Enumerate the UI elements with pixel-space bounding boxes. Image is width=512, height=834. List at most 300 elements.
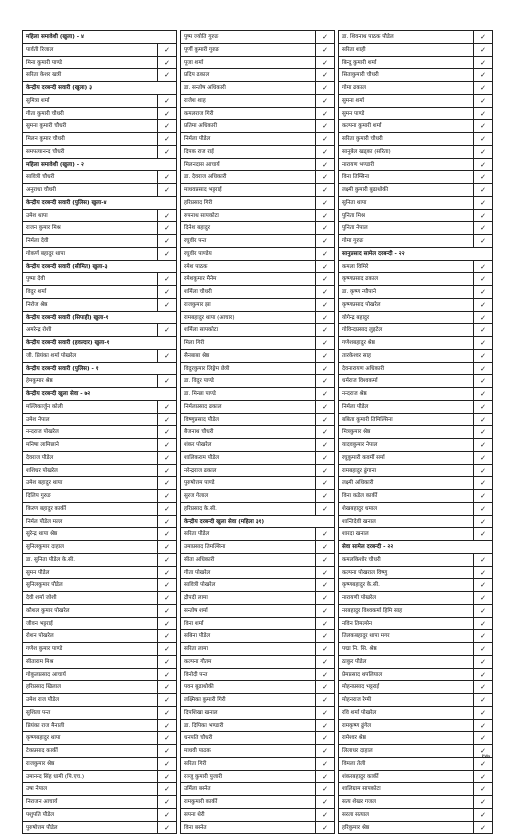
person-name: बबिता कुमारी तिमिल्सिना [339,414,474,426]
check-mark-icon: ✓ [474,401,493,413]
person-name: नन्दराज श्रेष्ठ [339,388,474,400]
person-name: लक्ष्मी अधिकारी [339,477,474,489]
check-mark-icon: ✓ [158,822,177,834]
list-row [339,477,493,490]
person-name: नन्दराज पोखरेल [23,426,158,438]
list-row [181,771,335,784]
person-name: रोशन पोखरेल [23,630,158,642]
list-row [339,120,493,133]
person-name: शर्मिला चौधरी [181,286,316,298]
check-mark-icon: ✓ [474,184,493,196]
person-name: पशुपति पौडेल [23,809,158,821]
list-row [23,605,177,618]
list-row [339,528,493,541]
person-name: जी. प्रियंका शर्मा पोखरेल [23,350,158,362]
check-mark-icon: ✓ [158,758,177,770]
list-row [181,618,335,631]
check-mark-icon: ✓ [474,261,493,273]
person-name: निर्मल पौडेल मल्ल [23,516,158,528]
check-mark-icon: ✓ [316,108,335,120]
check-mark-icon: ✓ [316,120,335,132]
list-row [23,503,177,516]
section-title: महिला समावेशी (खुला) - ४ [23,31,177,43]
person-name: शेखबहादुर धमाल [339,503,474,515]
person-name: सीताराम मिश्र [23,656,158,668]
check-mark-icon: ✓ [474,286,493,298]
check-mark-icon: ✓ [316,618,335,630]
check-mark-icon: ✓ [474,783,493,795]
list-row [181,669,335,682]
list-row [181,783,335,796]
person-name: राजकुमार झा [181,299,316,311]
check-mark-icon: ✓ [474,363,493,375]
check-mark-icon: ✓ [474,669,493,681]
person-name: नरबहादुर विश्वकर्मा हिमि साह [339,605,474,617]
person-name: निर्मला पौडेल [181,133,316,145]
check-mark-icon: ✓ [474,120,493,132]
list-row [23,669,177,682]
check-mark-icon: ✓ [158,235,177,247]
check-mark-icon: ✓ [474,771,493,783]
section-title: केन्द्रीय दरबन्दी सवारी (पुलिस) खुला-४ [23,197,177,209]
check-mark-icon: ✓ [474,69,493,81]
list-row [23,465,177,478]
list-row [23,720,177,733]
check-mark-icon: ✓ [158,401,177,413]
check-mark-icon: ✓ [158,630,177,642]
person-name: रामबहादुर थापा (आचार) [181,312,316,324]
check-mark-icon: ✓ [158,184,177,196]
list-row [181,363,335,376]
person-name: कमला विमिरे [339,261,474,273]
list-row [23,120,177,133]
list-row [339,159,493,172]
list-row [181,477,335,490]
person-name: उमानन्द सिंह धामी (पि.एच.) [23,771,158,783]
check-mark-icon: ✓ [158,477,177,489]
check-mark-icon: ✓ [316,707,335,719]
check-mark-icon: ✓ [316,299,335,311]
list-row [23,401,177,414]
person-name: गोमा गुरुङ [339,235,474,247]
list-row [181,171,335,184]
person-name: हरिप्रसाद गिरी [181,197,316,209]
check-mark-icon: ✓ [158,720,177,732]
person-name: माधवी पाठक [181,745,316,757]
list-row [23,554,177,567]
check-mark-icon: ✓ [316,503,335,515]
list-row [181,681,335,694]
person-name: विदुर शर्मा [23,286,158,298]
person-name: प्रतिमा अधिकारी [181,120,316,132]
person-name: गणेश कुमार पाण्डे [23,643,158,655]
person-name: प्रदिप ढकाल [181,69,316,81]
check-mark-icon: ✓ [316,401,335,413]
person-name: रुपनाथ सापकोटा [181,210,316,222]
list-row [339,822,493,834]
list-row [339,567,493,580]
check-mark-icon: ✓ [316,745,335,757]
person-name: लिलाधर दाहाल [339,745,474,757]
section-title: केन्द्रीय दरबन्दी सवारी (सीमित) खुला-३ [23,261,177,273]
list-row [181,732,335,745]
list-row [339,465,493,478]
person-name: विना बस्नेत [181,822,316,834]
check-mark-icon: ✓ [158,618,177,630]
check-mark-icon: ✓ [158,120,177,132]
section-header-row [23,337,177,350]
person-name: सपना थेरी [181,809,316,821]
check-mark-icon: ✓ [316,592,335,604]
list-row [181,465,335,478]
list-row [339,184,493,197]
person-name: उषा नेपाल [23,783,158,795]
check-mark-icon: ✓ [316,210,335,222]
check-mark-icon: ✓ [474,745,493,757]
check-mark-icon: ✓ [158,248,177,260]
page-number: १४७ [481,752,490,760]
person-name: डा. विदुर पाण्डे [181,375,316,387]
check-mark-icon: ✓ [158,643,177,655]
list-row [23,44,177,57]
check-mark-icon: ✓ [474,210,493,222]
section-header-row [23,388,177,401]
list-row [181,159,335,172]
person-name: जीवन भट्टराई [23,618,158,630]
list-row [339,516,493,529]
check-mark-icon: ✓ [474,324,493,336]
section-title: केन्द्रीय दरबन्दी सवारी (सिपाही) खुला-१ [23,312,177,324]
check-mark-icon: ✓ [316,783,335,795]
check-mark-icon: ✓ [316,681,335,693]
person-name: मित्रकुमार श्रेष्ठ [339,426,474,438]
list-row [339,643,493,656]
person-name: कृष्णबहादुर थापा [23,732,158,744]
list-row [181,261,335,274]
person-name: नरेन्द्रराज ढकाल [181,465,316,477]
list-row [339,618,493,631]
list-row [181,401,335,414]
check-mark-icon: ✓ [316,82,335,94]
check-mark-icon: ✓ [474,273,493,285]
person-name: कल्पना कुमारी शर्मा [339,120,474,132]
list-row [181,286,335,299]
list-row [181,579,335,592]
list-row [181,707,335,720]
check-mark-icon: ✓ [474,146,493,158]
list-row [181,439,335,452]
check-mark-icon: ✓ [316,720,335,732]
check-mark-icon: ✓ [316,286,335,298]
list-row [23,452,177,465]
person-name: सानुबेल खड्का (सरिता) [339,146,474,158]
person-name: सुमना शर्मा [339,95,474,107]
check-mark-icon: ✓ [474,720,493,732]
person-name: देवराज पौडेल [23,452,158,464]
check-mark-icon: ✓ [316,363,335,375]
check-mark-icon: ✓ [158,375,177,387]
check-mark-icon: ✓ [158,681,177,693]
check-mark-icon: ✓ [474,758,493,770]
person-name: सावित्री चौधरी [23,171,158,183]
list-row [181,133,335,146]
check-mark-icon: ✓ [158,567,177,579]
list-row [339,414,493,427]
person-name: सुनिलकुमार पौडेल [23,579,158,591]
check-mark-icon: ✓ [316,822,335,834]
list-row [339,108,493,121]
check-mark-icon: ✓ [158,669,177,681]
check-mark-icon: ✓ [316,388,335,400]
person-name: उमेश बहादुर थापा [23,477,158,489]
list-row [23,477,177,490]
list-row [23,796,177,809]
person-name: बैजनाथ चौधरी [181,426,316,438]
list-row [23,108,177,121]
person-name: सैनबाबा श्रेष्ठ [181,350,316,362]
person-name: गणेशबहादुर श्रेष्ठ [339,337,474,349]
person-name: रामेश्वर श्रेष्ठ [339,732,474,744]
list-row [339,745,493,758]
list-row [23,567,177,580]
check-mark-icon: ✓ [316,414,335,426]
check-mark-icon: ✓ [474,656,493,668]
person-name: मोहनप्रसाद भट्टराई [339,681,474,693]
check-mark-icon: ✓ [158,133,177,145]
person-name: मिला गिरी [181,337,316,349]
list-row [339,720,493,733]
person-name: राजन कुमार मिश्र [23,222,158,234]
person-name: कृष्णप्रसाद ढकाल [339,273,474,285]
list-row [23,248,177,261]
person-name: हरिप्रसाद खिलाल [23,681,158,693]
list-row [339,694,493,707]
person-name: गोकर्ण बहादुर थापा [23,248,158,260]
list-row [339,350,493,363]
check-mark-icon: ✓ [316,758,335,770]
person-name: राजकुमार श्रेष्ठ [23,758,158,770]
column-right [338,30,493,834]
list-row [23,69,177,82]
list-row [23,222,177,235]
list-row [339,401,493,414]
list-row [339,146,493,159]
check-mark-icon: ✓ [474,567,493,579]
list-row [23,681,177,694]
list-row [339,656,493,669]
person-name: नविन तिमल्सेन [339,618,474,630]
person-name: रघुवीर पन्त [181,235,316,247]
list-row [23,286,177,299]
list-row [339,388,493,401]
person-name: सुमित्रा शर्मा [23,95,158,107]
person-name: शर्मिला सापकोटा [181,324,316,336]
check-mark-icon: ✓ [474,503,493,515]
list-row [339,222,493,235]
check-mark-icon: ✓ [158,783,177,795]
list-row [339,44,493,57]
person-name: योगेन्द्र बहादुर [339,312,474,324]
check-mark-icon: ✓ [316,57,335,69]
list-row [339,197,493,210]
check-mark-icon: ✓ [316,809,335,821]
person-name: प्रियंका राज मैनाली [23,720,158,732]
check-mark-icon: ✓ [158,350,177,362]
list-row [339,669,493,682]
person-name: सुनिलकुमार दाहाल [23,541,158,553]
check-mark-icon: ✓ [474,337,493,349]
check-mark-icon: ✓ [316,796,335,808]
list-row [23,771,177,784]
person-name: सरिता कुमारी चौधरी [339,133,474,145]
section-header-row [23,159,177,172]
person-name: पार्वती रिजाल [23,44,158,56]
section-header-row [23,31,177,44]
check-mark-icon: ✓ [158,439,177,451]
section-header-row [339,248,493,261]
person-name: सत्य शेखर गजल [339,796,474,808]
check-mark-icon: ✓ [158,465,177,477]
list-row [181,796,335,809]
person-name: उमाप्रसाद तिमल्सिना [181,541,316,553]
person-name: सरिता शाही [339,44,474,56]
person-name: डा. सन्तोष अधिकारी [181,82,316,94]
check-mark-icon: ✓ [316,426,335,438]
person-name: पद्मा नि. सि. श्रेष्ठ [339,643,474,655]
check-mark-icon: ✓ [158,222,177,234]
check-mark-icon: ✓ [158,69,177,81]
check-mark-icon: ✓ [316,222,335,234]
list-row [339,490,493,503]
list-row [339,261,493,274]
person-name: उमेश नेपाल [23,414,158,426]
check-mark-icon: ✓ [474,197,493,209]
list-row [181,324,335,337]
check-mark-icon: ✓ [474,171,493,183]
check-mark-icon: ✓ [158,605,177,617]
section-title: केन्द्रीय दरबन्दी सवारी (पुलिस) - १ [23,363,177,375]
list-row [339,363,493,376]
person-name: सिताकुमारी चौधरी [339,69,474,81]
person-name: समपत्यानन्द चौधरी [23,146,158,158]
person-name: पुनिता नेपाल [339,222,474,234]
check-mark-icon: ✓ [474,31,493,43]
check-mark-icon: ✓ [316,95,335,107]
person-name: हरिकुमार श्रेष्ठ [339,822,474,834]
person-name: रमेश पाठक [181,261,316,273]
list-row [23,133,177,146]
check-mark-icon: ✓ [316,490,335,502]
check-mark-icon: ✓ [316,69,335,81]
list-row [23,758,177,771]
person-name: विना शर्मा [181,618,316,630]
check-mark-icon: ✓ [158,426,177,438]
check-mark-icon: ✓ [474,528,493,540]
list-row [181,95,335,108]
check-mark-icon: ✓ [316,669,335,681]
check-mark-icon: ✓ [474,414,493,426]
check-mark-icon: ✓ [316,375,335,387]
list-row [181,541,335,554]
person-name: धर्मराज विश्वकर्मा [339,375,474,387]
person-name: डा. शिवनाथ पाठक पौडेल [339,31,474,43]
person-name: नारायणी पोखरेल [339,592,474,604]
list-row [339,133,493,146]
list-row [181,694,335,707]
check-mark-icon: ✓ [474,426,493,438]
check-mark-icon: ✓ [158,579,177,591]
person-name: सन्तोष शर्मा [181,605,316,617]
person-name: पुनिता मिश्र [339,210,474,222]
list-row [23,592,177,605]
person-name: पूजा शर्मा [181,57,316,69]
check-mark-icon: ✓ [474,108,493,120]
person-name: प्रेमप्रसाद थपलियाल [339,669,474,681]
check-mark-icon: ✓ [474,465,493,477]
person-name: सुमन पाण्डे [339,108,474,120]
list-row [339,324,493,337]
check-mark-icon: ✓ [158,732,177,744]
person-name: हरिप्रसाद के.सी. [181,503,316,515]
list-row [23,822,177,834]
person-name: रामकृष्ण ढुंगेल [339,720,474,732]
person-name: ठाकुर पौडेल [339,656,474,668]
check-mark-icon: ✓ [158,299,177,311]
person-name: सबिना पौडेल [181,630,316,642]
list-row [339,57,493,70]
list-row [339,452,493,465]
section-title: सेवा सामेल दरबन्दी - २२ [339,541,493,553]
list-row [339,82,493,95]
check-mark-icon: ✓ [316,159,335,171]
check-mark-icon: ✓ [158,171,177,183]
list-row [339,630,493,643]
list-row [339,95,493,108]
list-row [23,350,177,363]
list-row [339,210,493,223]
person-name: पूर्णी कुमारी गुरुङ [181,44,316,56]
person-name: सरिता लामा [181,643,316,655]
section-header-row [181,516,335,529]
person-name: डा. सुनिता पौडेल के.सी. [23,554,158,566]
person-name: उमेश थापा [23,210,158,222]
person-name: दिलिप गुरुङ [23,490,158,502]
check-mark-icon: ✓ [316,146,335,158]
check-mark-icon: ✓ [474,82,493,94]
check-mark-icon: ✓ [474,618,493,630]
person-name: द्रौपदी लामा [181,592,316,604]
person-name: सरिता केशर खत्री [23,69,158,81]
person-name: रमेशकुमार मैनेम [181,273,316,285]
check-mark-icon: ✓ [474,822,493,834]
person-name: बिन्दु कुमारी शर्मा [339,57,474,69]
person-name: गीता पोखरेल [181,567,316,579]
list-row [339,31,493,44]
person-name: मोहनराज रेग्मी [339,694,474,706]
list-row [23,273,177,286]
person-name: पुरुषोत्तम पाण्डे [181,477,316,489]
person-name: सरला सत्याल [339,809,474,821]
list-row [181,414,335,427]
check-mark-icon: ✓ [158,796,177,808]
check-mark-icon: ✓ [316,312,335,324]
check-mark-icon: ✓ [316,554,335,566]
list-row [339,809,493,822]
person-name: तारकेश्वर साह [339,350,474,362]
list-row [181,146,335,159]
check-mark-icon: ✓ [474,388,493,400]
list-row [339,732,493,745]
